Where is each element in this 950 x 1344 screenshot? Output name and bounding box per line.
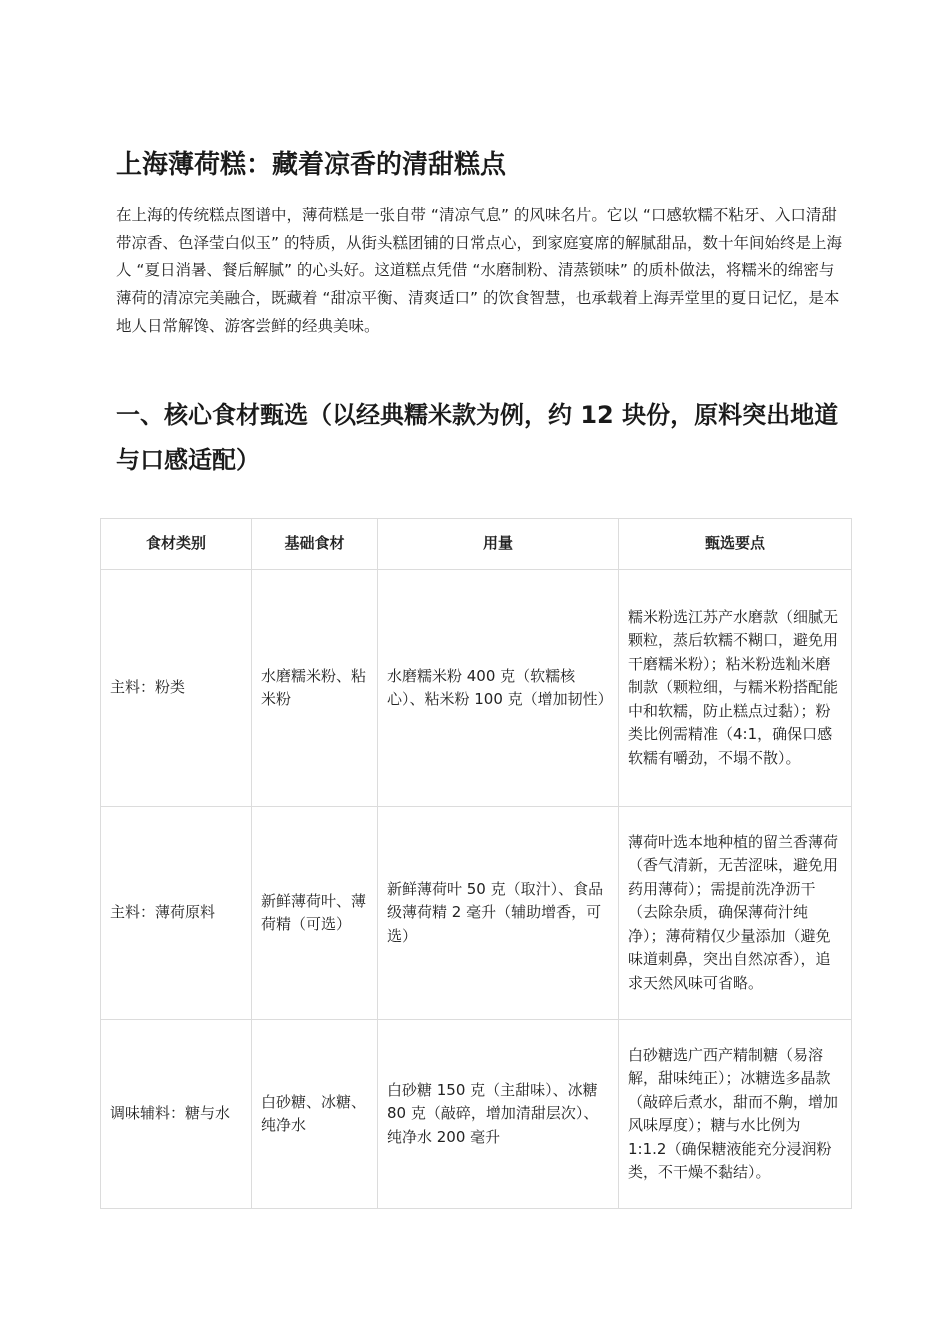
cell-category: 调味辅料：糖与水 [101, 1020, 252, 1209]
cell-amount: 新鲜薄荷叶 50 克（取汁）、食品级薄荷精 2 毫升（辅助增香，可选） [378, 807, 619, 1020]
cell-amount: 白砂糖 150 克（主甜味）、冰糖 80 克（敲碎，增加清甜层次）、纯净水 200 毫升 [378, 1020, 619, 1209]
cell-amount: 水磨糯米粉 400 克（软糯核心）、粘米粉 100 克（增加韧性） [378, 570, 619, 807]
cell-ingredient: 新鲜薄荷叶、薄荷精（可选） [252, 807, 378, 1020]
cell-tips: 糯米粉选江苏产水磨款（细腻无颗粒，蒸后软糯不糊口，避免用干磨糯米粉）；粘米粉选籼米磨制款（颗粒细，与糯米粉搭配能中和软糯，防止糕点过黏）；粉类比例需精准（4:1，确保口感软糯有嚼劲，不塌不散）。 [619, 570, 852, 807]
section-heading-ingredients: 一、核心食材甄选（以经典糯米款为例，约 12 块份，原料突出地道与口感适配） [116, 401, 839, 474]
table-row [101, 807, 852, 1020]
cell-ingredient: 白砂糖、冰糖、纯净水 [252, 1020, 378, 1209]
cell-tips: 白砂糖选广西产精制糖（易溶解，甜味纯正）；冰糖选多晶款（敲碎后煮水，甜而不齁，增加风味厚度）；糖与水比例为 1:1.2（确保糖液能充分浸润粉类，不干燥不黏结）。 [619, 1020, 852, 1209]
ingredients-table [100, 518, 852, 1209]
page-title: 上海薄荷糕：藏着凉香的清甜糕点 [116, 150, 507, 180]
cell-ingredient: 水磨糯米粉、粘米粉 [252, 570, 378, 807]
intro-paragraph: 在上海的传统糕点图谱中，薄荷糕是一张自带 “清凉气息” 的风味名片。它以 “口感软糯不粘牙、入口清甜带凉香、色泽莹白似玉” 的特质，从街头糕团铺的日常点心，到家庭宴席的解腻甜品，数十年间始终是上海人 “夏日消暑、餐后解腻” 的心头好。这道糕点凭借 “水磨制粉、清蒸锁味” 的质朴做法，将糯米的绵密与薄荷的清凉完美融合，既藏着 “甜凉平衡、清爽适口” 的饮食智慧，也承载着上海弄堂里的夏日记忆，是本地人日常解馋、游客尝鲜的经典美味。 [116, 206, 842, 335]
table-header-row [101, 519, 852, 570]
table-row [101, 570, 852, 807]
header-category: 食材类别 [101, 519, 252, 570]
header-amount: 用量 [378, 519, 619, 570]
cell-tips: 薄荷叶选本地种植的留兰香薄荷（香气清新，无苦涩味，避免用药用薄荷）；需提前洗净沥干（去除杂质，确保薄荷汁纯净）；薄荷精仅少量添加（避免味道刺鼻，突出自然凉香），追求天然风味可省略。 [619, 807, 852, 1020]
cell-category: 主料：粉类 [101, 570, 252, 807]
header-ingredient: 基础食材 [252, 519, 378, 570]
table-row [101, 1020, 852, 1209]
header-tips: 甄选要点 [619, 519, 852, 570]
cell-category: 主料：薄荷原料 [101, 807, 252, 1020]
